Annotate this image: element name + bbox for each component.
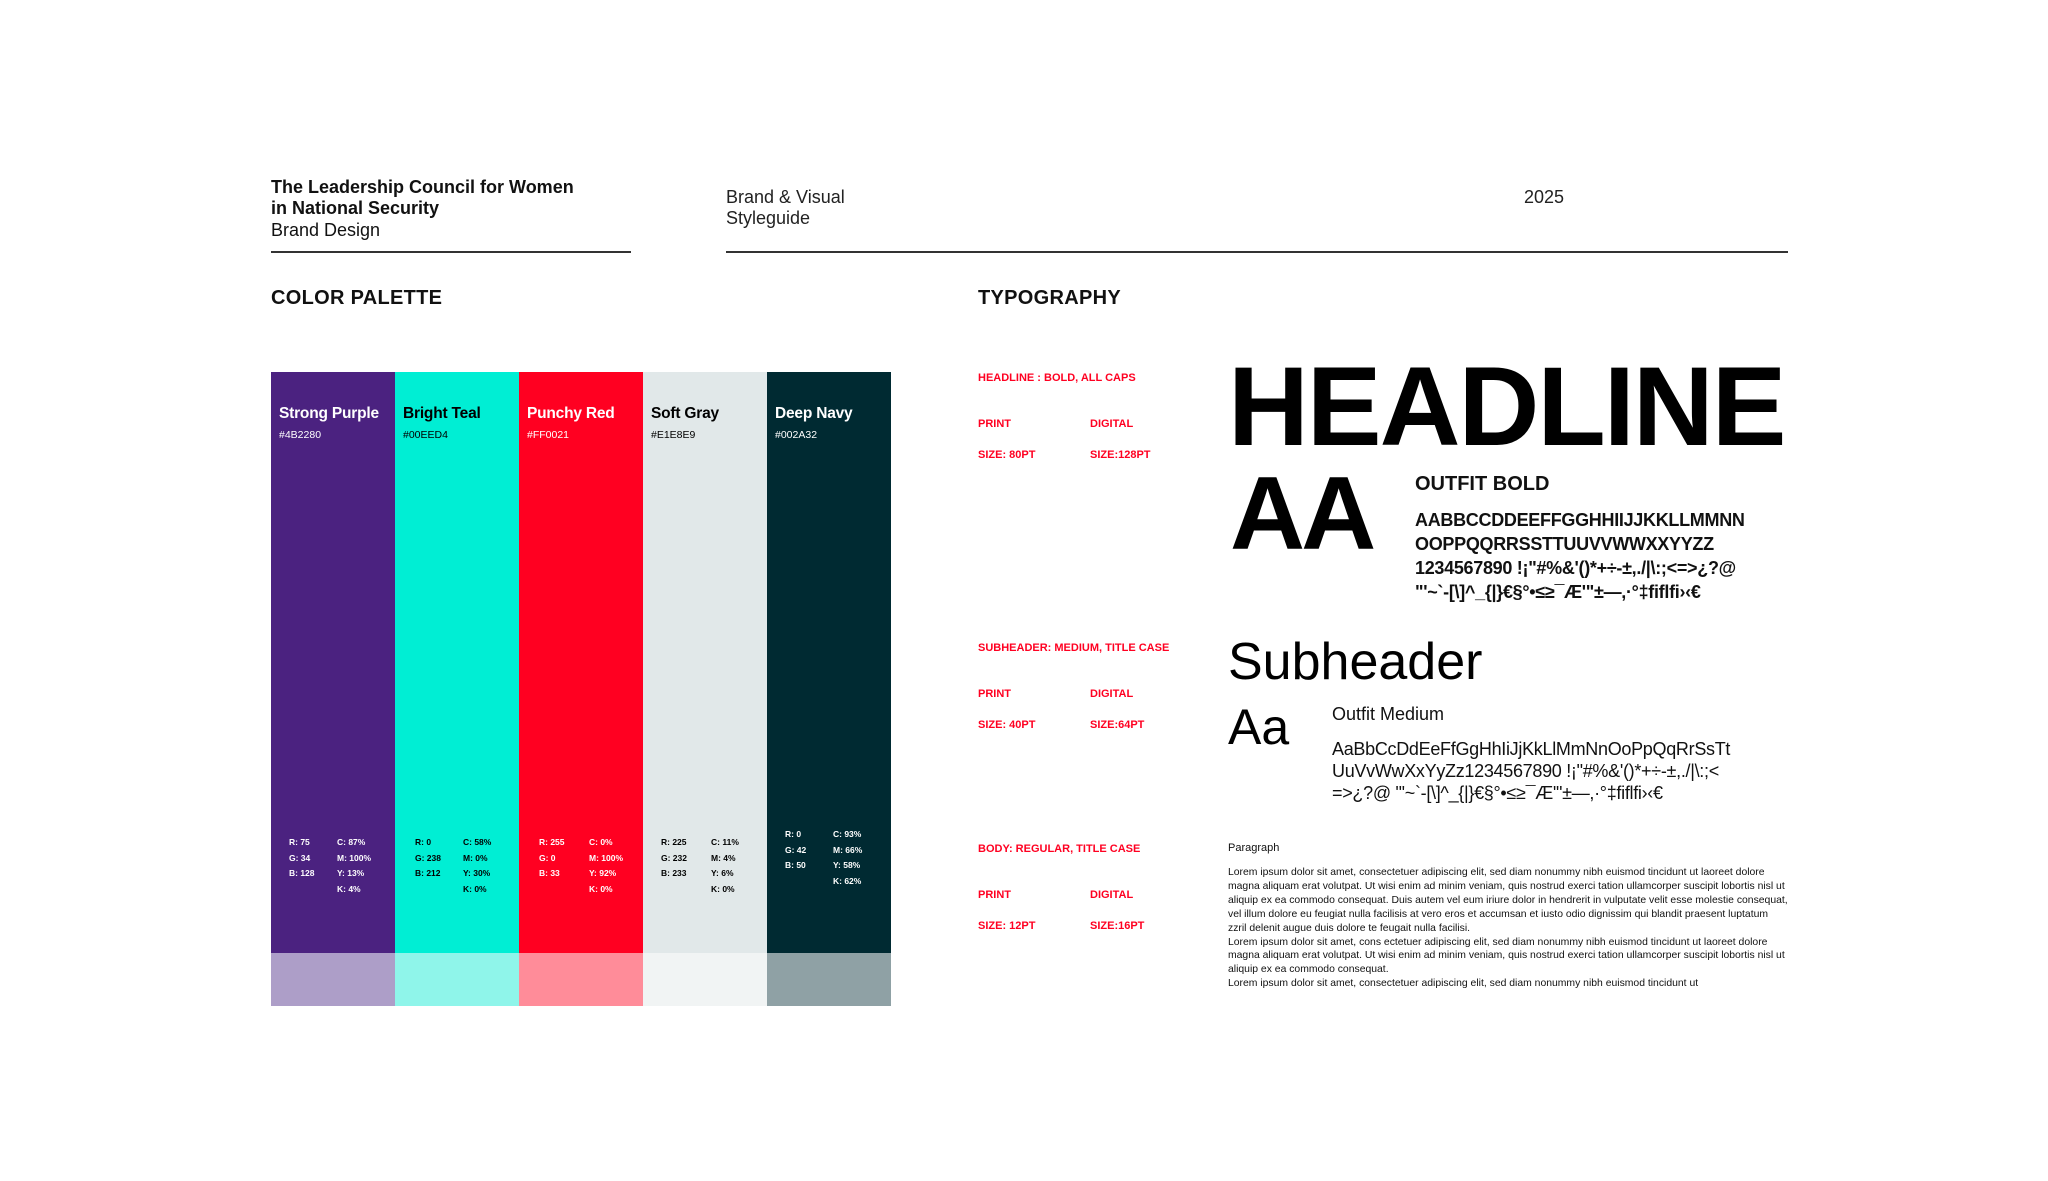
swatch-hex: #E1E8E9 (651, 429, 696, 441)
swatch-values (289, 835, 371, 897)
r-value: R: 225 (661, 837, 687, 847)
swatch-values (415, 835, 491, 897)
r-value: R: 75 (289, 837, 310, 847)
paragraph-block: Lorem ipsum dolor sit amet, consectetuer adipiscing elit, sed diam nonummy nibh euismod tincidunt ut laoreet dolore magna aliquam erat volutpat. Ut wisi enim ad minim veniam, quis nostrud exerci tation ullamcorper suscipit lobortis nisl ut aliquip ex ea commodo consequat. Duis autem vel eum iriure dolor in hendrerit in vulputate velit esse molestie consequat, vel illum dolore eu feugiat nulla facilisis at vero eros et accumsan et iusto odio dignissim qui blandit praesent luptatum zzril delenit augue duis dolore te feugait nulla facilisi. (1228, 867, 1788, 934)
g-value: G: 34 (289, 852, 311, 863)
headline-spec-label: HEADLINE : BOLD, ALL CAPS (978, 372, 1136, 384)
cmyk-values (337, 835, 371, 897)
subheader-digital-label: DIGITAL (1090, 688, 1134, 700)
body-print-size: SIZE: 12PT (978, 920, 1036, 932)
body-spec-label: BODY: REGULAR, TITLE CASE (978, 843, 1141, 855)
k-value: K: 4% (337, 883, 361, 894)
m-value: M: 66% (833, 844, 863, 855)
k-value: K: 62% (833, 875, 862, 886)
c-value: C: 93% (833, 829, 862, 839)
r-value: R: 255 (539, 837, 565, 847)
body-digital-label: DIGITAL (1090, 889, 1134, 901)
y-value: Y: 13% (337, 868, 365, 878)
paragraph-block: Lorem ipsum dolor sit amet, cons ectetuer adipiscing elit, sed diam nonummy nibh euismod tincidunt ut laoreet dolore magna aliquam erat volutpat. Ut wisi enim ad minim veniam, quis nostrud exerci tation ullamcorper suscipit lobortis nisl ut aliquip ex ea commodo consequat. (1228, 936, 1785, 976)
y-value: Y: 6% (711, 868, 734, 878)
c-value: C: 11% (711, 837, 739, 847)
swatch-tint-color (271, 953, 395, 1006)
subheader-print-label: PRINT (978, 688, 1011, 700)
headline-print-size: SIZE: 80PT (978, 449, 1036, 461)
typography-title: TYPOGRAPHY (978, 287, 1122, 309)
rgb-values (785, 827, 833, 889)
subheader-digital-size: SIZE:64PT (1090, 719, 1145, 731)
header-divider-right (726, 251, 1788, 253)
headline-aa-sample: AA (1230, 456, 1373, 572)
paragraph-label: Paragraph (1228, 842, 1280, 854)
rgb-values (415, 835, 463, 897)
document-title: Brand & Visual Styleguide (726, 187, 845, 228)
r-value: R: 0 (415, 837, 432, 847)
swatch-name: Bright Teal (403, 405, 481, 422)
cmyk-values (589, 835, 623, 897)
g-value: G: 238 (415, 852, 441, 863)
swatch-hex: #4B2280 (279, 429, 322, 441)
swatch-values (661, 835, 739, 897)
subheader-print-size: SIZE: 40PT (978, 719, 1036, 731)
y-value: Y: 30% (463, 868, 491, 878)
organization-name: The Leadership Council for Women in National Security (271, 177, 574, 218)
subheader-aa-sample: Aa (1228, 699, 1290, 755)
swatch-tint-color (519, 953, 643, 1006)
body-digital-size: SIZE:16PT (1090, 920, 1145, 932)
document-year: 2025 (1524, 187, 1565, 207)
header-divider-left (271, 251, 631, 253)
c-value: C: 87% (337, 837, 366, 847)
b-value: B: 128 (289, 868, 315, 878)
headline-sample: HEADLINE (1228, 344, 1785, 469)
swatch-soft-gray (643, 372, 767, 1006)
headline-digital-label: DIGITAL (1090, 418, 1134, 430)
color-palette-title: COLOR PALETTE (271, 287, 443, 309)
b-value: B: 50 (785, 860, 806, 870)
b-value: B: 33 (539, 868, 560, 878)
g-value: G: 0 (539, 852, 556, 863)
rgb-values (289, 835, 337, 897)
g-value: G: 42 (785, 844, 807, 855)
m-value: M: 0% (463, 852, 488, 863)
b-value: B: 233 (661, 868, 687, 878)
paragraph-sample (1228, 866, 1788, 991)
cmyk-values (711, 835, 739, 897)
swatch-punchy-red (519, 372, 643, 1006)
swatch-bright-teal (395, 372, 519, 1006)
headline-digital-size: SIZE:128PT (1090, 449, 1151, 461)
swatch-tint-color (643, 953, 767, 1006)
swatch-tint-color (395, 953, 519, 1006)
swatch-name: Punchy Red (527, 405, 615, 422)
header-organization-block (271, 177, 574, 241)
c-value: C: 0% (589, 837, 613, 847)
headline-charset: AABBCCDDEEFFGGHHIIJJKKLLMMNN OOPPQQRRSSTTUUVVWWXXYYZZ 1234567890 !¡"#%&'()*+÷-±,./|\:;<=>¿?@ "'~`-[\]^_{|}€§°•≤≥¯Æ'"±—,·°‡fiflfi›‹€ (1415, 510, 1745, 602)
subheader-spec-label: SUBHEADER: MEDIUM, TITLE CASE (978, 642, 1170, 654)
cmyk-values (833, 827, 862, 889)
c-value: C: 58% (463, 837, 492, 847)
swatch-name: Strong Purple (279, 405, 379, 422)
subheader-sample: Subheader (1228, 633, 1483, 691)
body-print-label: PRINT (978, 889, 1011, 901)
k-value: K: 0% (711, 883, 735, 894)
swatch-name: Soft Gray (651, 405, 719, 422)
swatch-name: Deep Navy (775, 405, 853, 422)
swatch-hex: #00EED4 (403, 429, 448, 441)
subheader-charset: AaBbCcDdEeFfGgHhIiJjKkLlMmNnOoPpQqRrSsTt UuVvWwXxYyZz1234567890 !¡"#%&'()*+÷-±,./|\:;< =>¿?@ "'~`-[\]^_{|}€§°•≤≥¯Æ'"±—,·°‡fiflfi›‹€ (1332, 739, 1731, 803)
m-value: M: 100% (589, 852, 624, 863)
k-value: K: 0% (589, 883, 613, 894)
color-palette (271, 372, 891, 1006)
swatch-values (539, 835, 623, 897)
m-value: M: 4% (711, 852, 736, 863)
cmyk-values (463, 835, 491, 897)
swatch-deep-navy (767, 372, 891, 1006)
subheader-font-name: Outfit Medium (1332, 704, 1445, 724)
swatch-strong-purple (271, 372, 395, 1006)
b-value: B: 212 (415, 868, 441, 878)
r-value: R: 0 (785, 829, 802, 839)
k-value: K: 0% (463, 883, 487, 894)
headline-print-label: PRINT (978, 418, 1011, 430)
paragraph-block: Lorem ipsum dolor sit amet, consectetuer adipiscing elit, sed diam nonummy nibh euismod tincidunt ut (1228, 978, 1699, 990)
g-value: G: 232 (661, 852, 687, 863)
header-subtitle: Brand Design (271, 220, 381, 240)
headline-font-name: OUTFIT BOLD (1415, 473, 1550, 495)
rgb-values (661, 835, 711, 897)
swatch-values (785, 827, 862, 889)
m-value: M: 100% (337, 852, 372, 863)
y-value: Y: 58% (833, 860, 861, 870)
swatch-hex: #002A32 (775, 429, 818, 441)
y-value: Y: 92% (589, 868, 617, 878)
swatch-hex: #FF0021 (527, 429, 570, 441)
rgb-values (539, 835, 589, 897)
swatch-tint-color (767, 953, 891, 1006)
